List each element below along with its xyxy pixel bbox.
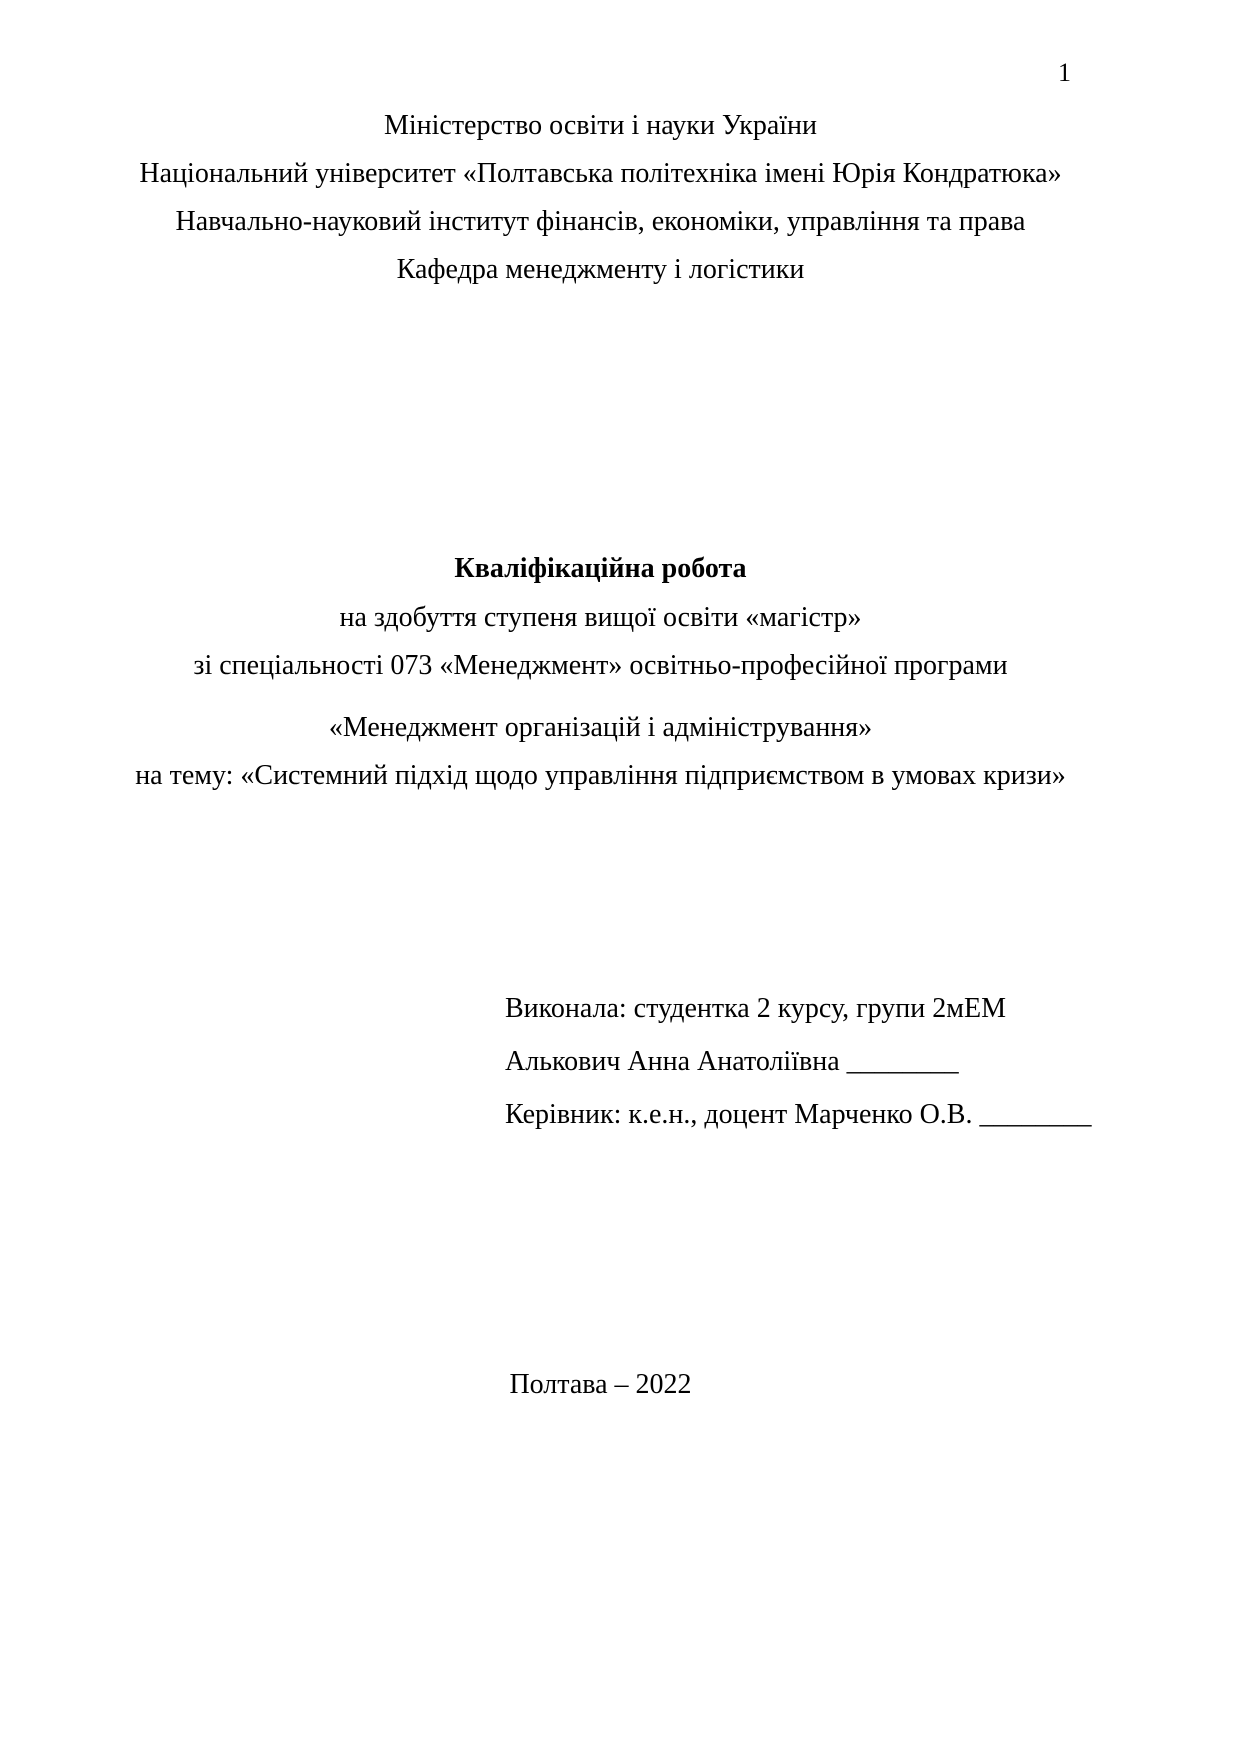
page-number: 1 (1058, 58, 1071, 87)
place-year-line: Полтава – 2022 (509, 1369, 692, 1400)
title-page-header (130, 102, 1071, 294)
degree-line: на здобуття ступеня вищої освіти «магістр» (339, 602, 862, 633)
ministry-line: Міністерство освіти і науки України (383, 110, 818, 141)
specialty-line: зі спеціальності 073 «Менеджмент» освітньо-професійної програми (193, 650, 1008, 681)
department-line: Кафедра менеджменту і логістики (396, 254, 805, 285)
student-name-line: Алькович Анна Анатоліївна ________ (505, 1046, 959, 1077)
topic-line: на тему: «Системний підхід щодо управління підприємством в умовах кризи» (135, 760, 1066, 791)
program-line: «Менеджмент організацій і адміністрування» (328, 712, 873, 743)
work-title: Кваліфікаційна робота (454, 553, 747, 584)
author-block (505, 982, 1092, 1141)
student-info-line: Виконала: студентка 2 курсу, групи 2мЕМ (505, 993, 1006, 1024)
university-line: Національний університет «Полтавська політехніка імені Юрія Кондратюка» (139, 158, 1062, 189)
institute-line: Навчально-науковий інститут фінансів, економіки, управління та права (175, 206, 1026, 237)
supervisor-line: Керівник: к.е.н., доцент Марченко О.В. ________ (505, 1099, 1092, 1130)
